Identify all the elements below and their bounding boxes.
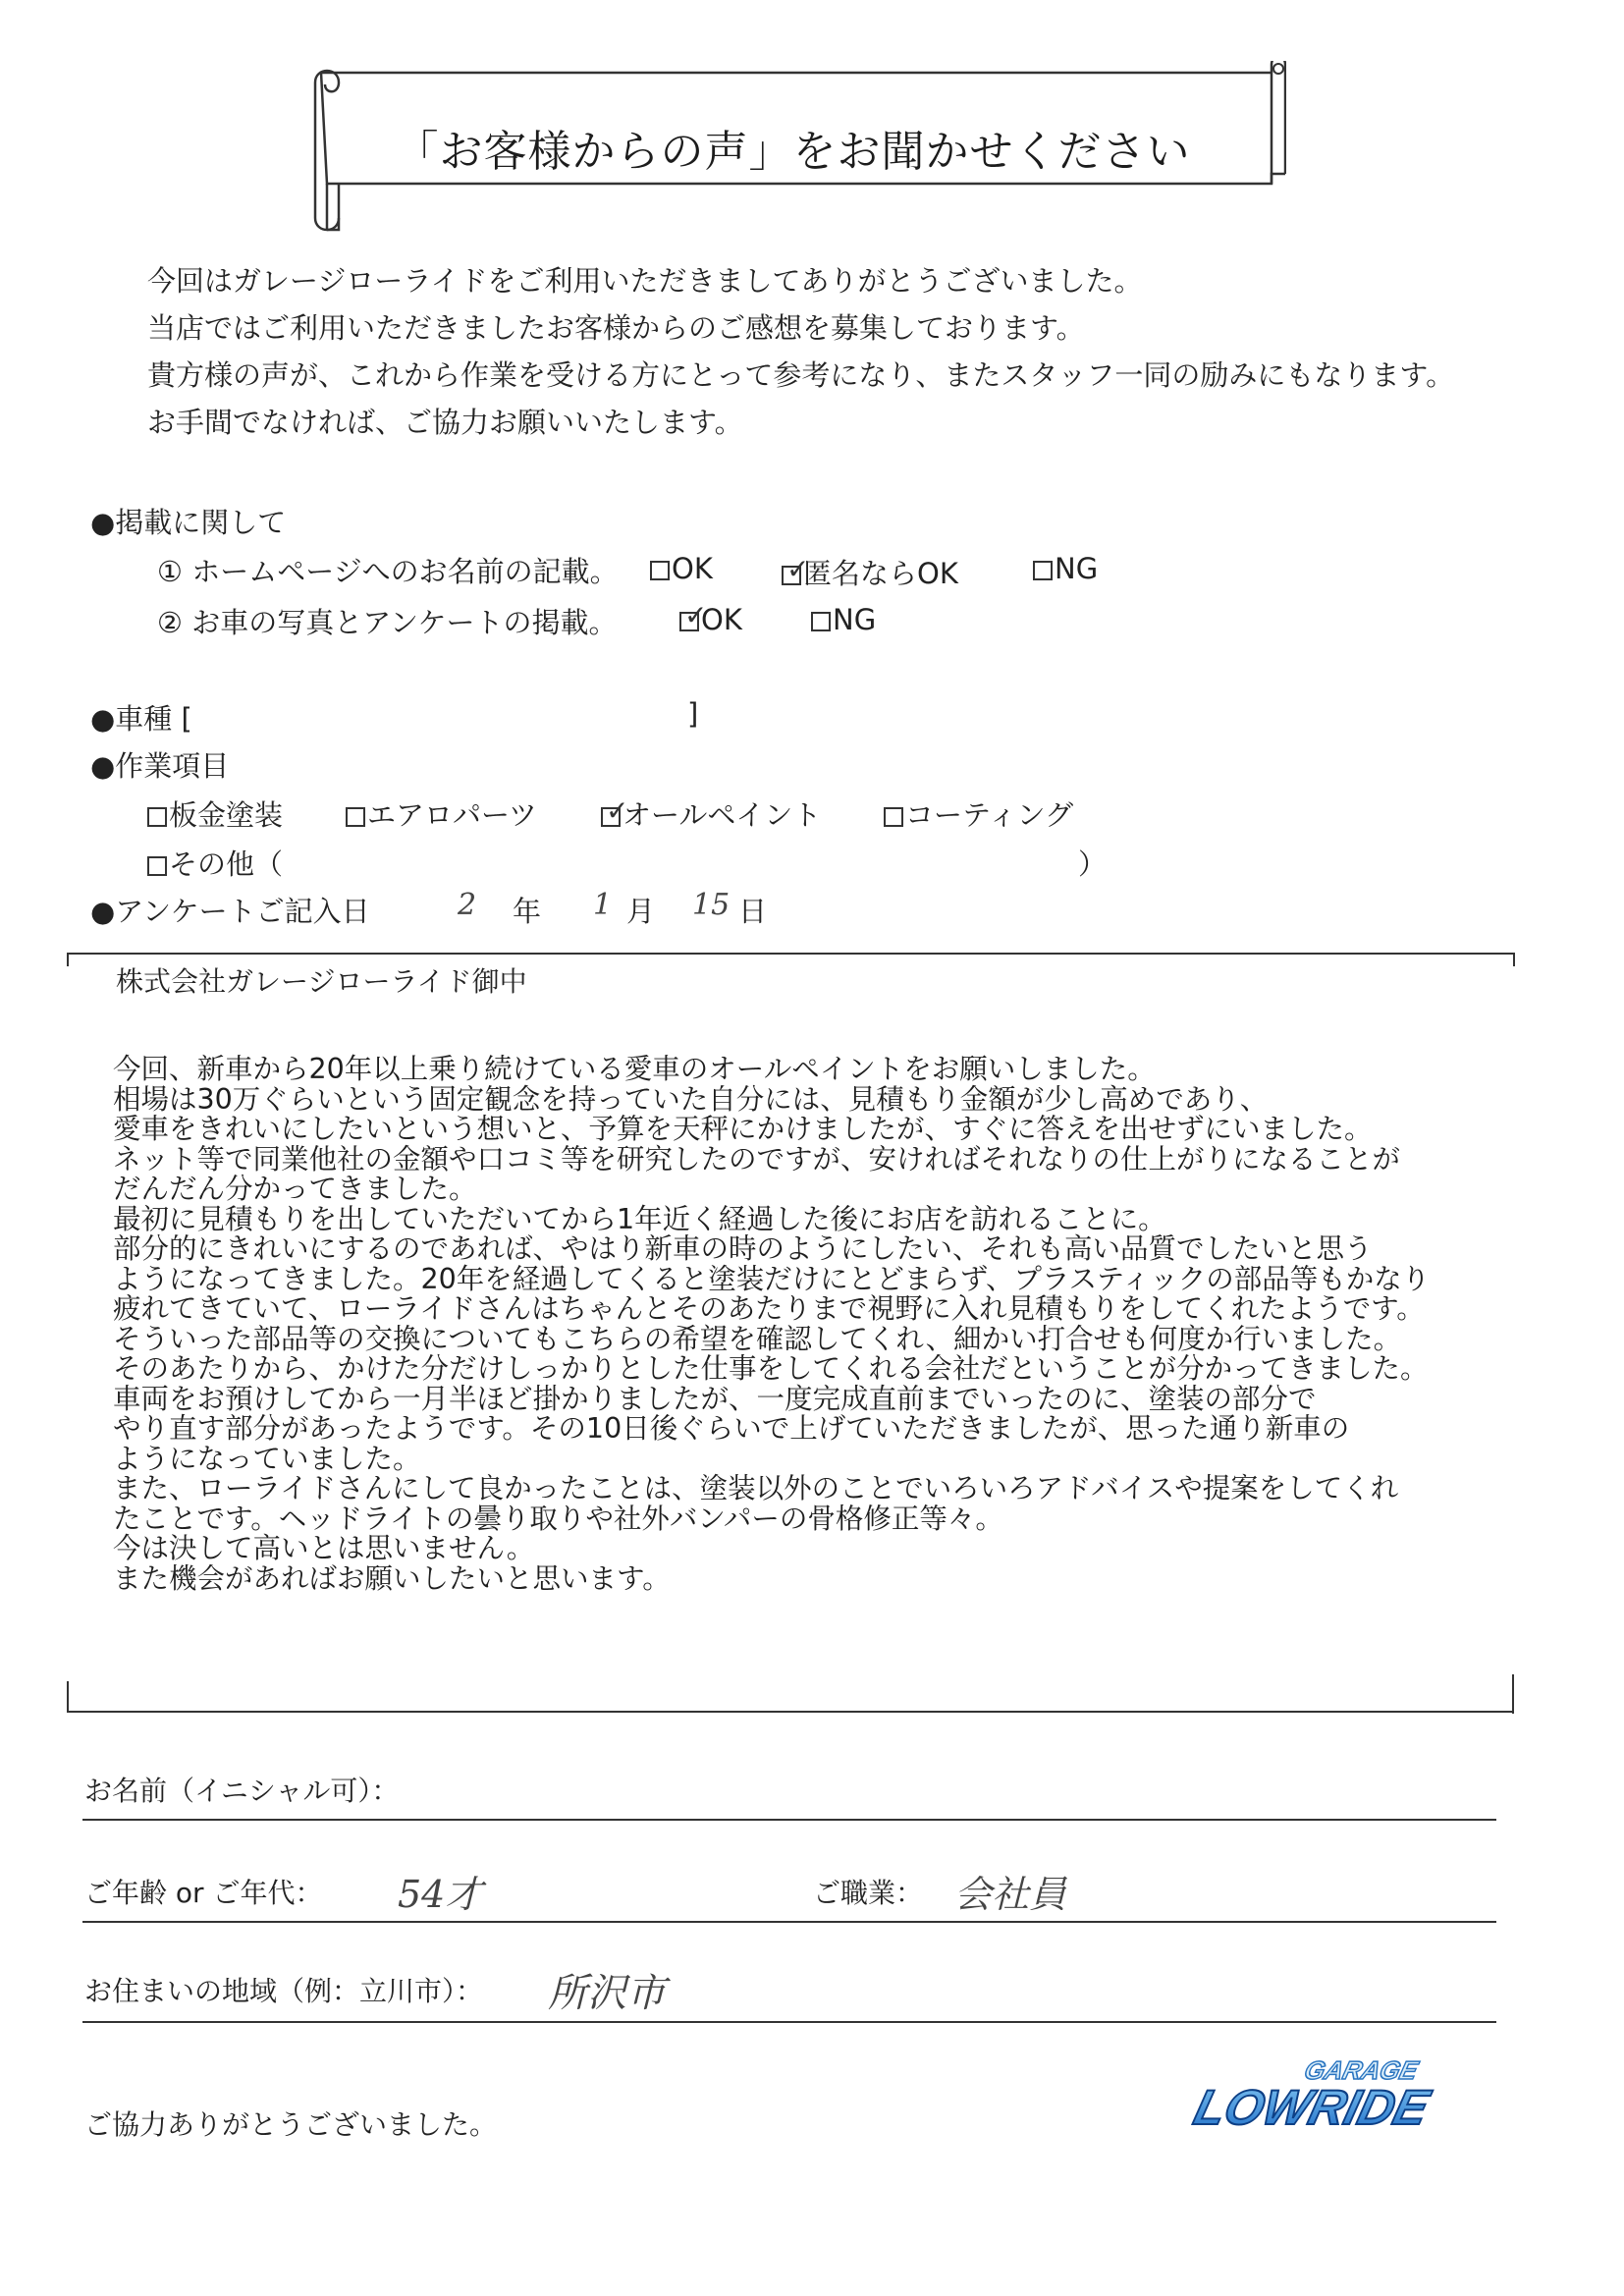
checkbox[interactable] [650,561,670,580]
checkbox[interactable] [1033,561,1053,580]
publication-q1 [157,550,619,590]
garage-lowride-logo [1183,2048,1450,2142]
page-title: 「お客様からの声」をお聞かせください [395,127,1191,177]
svg-text:GARAGE: GARAGE [1301,2055,1421,2085]
comment-line: 愛車をきれいにしたいという想いと、予算を天秤にかけましたが、すぐに答えを出せずにいました。 [113,1113,1373,1145]
comment-line: ようになってきました。20年を経過してくると塗装だけにとどまらず、プラスティックの部品等もかなり [113,1262,1431,1295]
work-item-other[interactable] [147,843,283,883]
intro-line: お手間でなければ、ご協力お願いいたします。 [147,406,743,439]
thanks-text: ご協力ありがとうございました。 [84,2108,498,2141]
comment-line: 今回、新車から20年以上乗り続けている愛車のオールペイントをお願いしました。 [113,1053,1156,1085]
comment-line: ネット等で同業他社の金額や口コミ等を研究したのですが、安ければそれなりの仕上がりになることが [113,1142,1401,1175]
survey-date-label: ●アンケートご記入日 [90,895,370,928]
day-unit: 日 [738,895,768,928]
work-heading: ●作業項目 [90,749,230,783]
comment-line: たことです。ヘッドライトの曇り取りや社外バンパーの骨格修正等々。 [113,1502,1003,1535]
check-mark-icon: ✓ [606,794,629,827]
comment-box-corner [1512,1674,1514,1714]
q1-option-ng[interactable] [1033,552,1098,585]
option-label: OK [672,552,713,585]
q1-label: ① ホームページへのお名前の記載。 [157,555,619,588]
year-unit: 年 [513,895,542,928]
q2-option-ok[interactable] [679,599,742,636]
area-label: お住まいの地域（例：立川市）： [84,1975,484,2007]
comment-box-corner [1513,953,1515,966]
comment-box-corner [67,1681,69,1713]
checkbox[interactable] [147,856,167,876]
checkbox-checked[interactable] [601,794,629,827]
comment-line: 車両をお預けしてから一月半ほど掛かりましたが、一度完成直前までいったのに、塗装の部分で [113,1382,1317,1415]
age-label: ご年齢 or ご年代： [84,1877,323,1909]
q2-option-ng[interactable] [811,603,876,636]
q1-option-anonymous-ok[interactable] [782,552,958,592]
car-model-close: ] [687,697,699,731]
comment-line: 今は決して高いとは思いません。 [113,1532,535,1564]
checkbox[interactable] [884,807,903,827]
option-label: エアロパーツ [367,798,537,832]
comment-box-bottom-border [67,1711,1514,1713]
car-model-label: ●車種 [ [90,702,192,736]
checkbox[interactable] [147,807,167,827]
name-label: お名前（イニシャル可）： [84,1775,400,1807]
check-mark-icon: ✓ [684,599,708,631]
work-item-all-paint[interactable] [601,793,821,834]
q1-option-ok[interactable] [650,552,713,585]
comment-line: やり直す部分があったようです。その10日後ぐらいで上げていただきましたが、思った通り新車の [113,1412,1350,1445]
intro-line: 貴方様の声が、これから作業を受ける方にとって参考になり、またスタッフ一同の励みにもなります。 [147,358,1455,392]
comment-addressee: 株式会社ガレージローライド御中 [116,965,527,998]
option-label: NG [1055,552,1099,585]
comment-line: 相場は30万ぐらいという固定観念を持っていた自分には、見積もり金額が少し高めであり、 [113,1082,1269,1116]
other-close-paren: ） [1078,847,1108,881]
work-item-coating[interactable] [884,793,1073,834]
option-label: オールペイント [623,798,822,832]
option-label: OK [701,603,742,636]
survey-month-value[interactable]: 1 [593,888,613,922]
intro-text [147,257,1454,446]
job-label: ご職業： [813,1877,924,1909]
checkbox[interactable] [811,612,831,631]
comment-body [113,1055,1430,1594]
option-label: 匿名ならOK [803,557,958,590]
comment-box-top-border [67,953,1515,955]
age-field[interactable]: 54才 [398,1873,483,1916]
age-job-underline [82,1921,1496,1923]
comment-line: 最初に見積もりを出していただいてから1年近く経過した後にお店を訪れることに。 [113,1202,1166,1235]
comment-line: だんだん分かってきました。 [113,1173,477,1205]
name-underline [82,1819,1496,1821]
area-underline [82,2021,1496,2023]
option-label: その他（ [169,847,284,881]
comment-line: ようになっていました。 [113,1442,421,1475]
option-label: コーティング [905,798,1074,832]
work-item-aero-parts[interactable] [346,793,537,834]
comment-line: 部分的にきれいにするのであれば、やはり新車の時のようにしたい、それも高い品質でしたいと思う [113,1232,1373,1265]
comment-line: そのあたりから、かけた分だけしっかりとした仕事をしてくれる会社だということが分かってきました。 [113,1352,1429,1385]
checkbox-checked[interactable] [782,553,810,585]
survey-year-value[interactable]: 2 [458,888,477,922]
q2-label: ② お車の写真とアンケートの掲載。 [157,606,618,639]
intro-line: 当店ではご利用いただきましたお客様からのご感想を募集しております。 [147,311,1085,345]
month-unit: 月 [626,895,656,928]
work-item-sheet-metal[interactable] [147,793,283,834]
survey-day-value[interactable]: 15 [692,888,731,922]
publication-heading: ●掲載に関して [90,506,287,539]
option-label: NG [833,603,877,636]
option-label: 板金塗装 [169,798,284,832]
comment-box-corner [67,953,69,966]
checkbox[interactable] [346,807,365,827]
publication-q2 [157,601,617,641]
job-field[interactable]: 会社員 [954,1873,1067,1916]
area-field[interactable]: 所沢市 [548,1971,666,2016]
svg-text:LOWRIDE: LOWRIDE [1188,2079,1435,2135]
comment-line: また機会があればお願いしたいと思います。 [113,1561,671,1595]
comment-line: また、ローライドさんにして良かったことは、塗装以外のことでいろいろアドバイスや提案をしてくれ [113,1472,1399,1504]
comment-line: そういった部品等の交換についてもこちらの希望を確認してくれ、細かい打合せも何度か行いました。 [113,1322,1402,1355]
checkbox-checked[interactable] [679,599,708,631]
comment-line: 疲れてきていて、ローライドさんはちゃんとそのあたりまで視野に入れ見積もりをしてくれたようです。 [113,1292,1425,1325]
check-mark-icon: ✓ [786,553,810,585]
intro-line: 今回はガレージローライドをご利用いただきましてありがとうございました。 [147,264,1143,298]
